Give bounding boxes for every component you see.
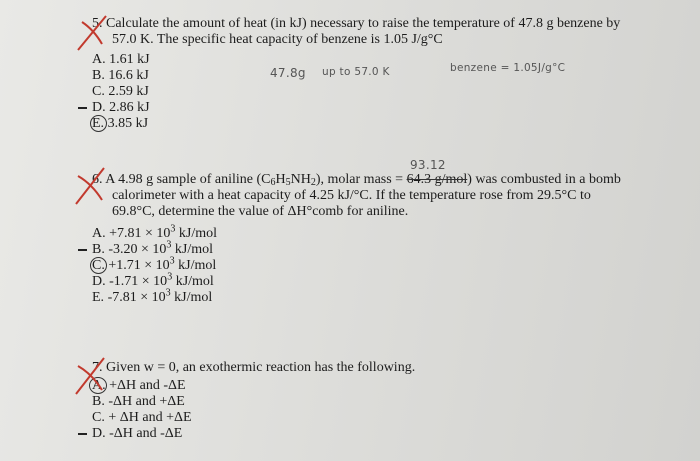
option-d[interactable]: D. 2.86 kJ — [92, 100, 692, 116]
option-a[interactable]: A. $+7.81 \times 10^3$ kJ/mol — [92, 223, 218, 241]
option-c[interactable]: C. 2.59 kJ — [92, 84, 149, 99]
option-c[interactable]: C. $+1.71 \times 10^3$ kJ/mol — [92, 255, 217, 273]
question-number: 6. — [92, 172, 103, 187]
question-line: 69.8°C, determine the value of ΔH°comb for aniline. — [112, 204, 409, 219]
handwritten-heat-capacity-note: benzene = 1.05J/g°C — [450, 62, 566, 74]
selected-circle — [90, 115, 107, 132]
question-number: 7. — [92, 360, 103, 375]
question-7 — [92, 360, 692, 442]
question-line: Given w = 0, an exothermic reaction has the following. — [106, 360, 416, 375]
option-e[interactable]: E. 3.85 kJ — [92, 116, 149, 131]
handwritten-mass-note: 47.8g — [270, 66, 306, 80]
option-b[interactable]: B. $-3.20 \times 10^3$ kJ/mol — [92, 242, 692, 258]
eliminated-mark — [78, 107, 87, 109]
handwritten-molar-mass-note: 93.12 — [410, 158, 446, 172]
question-6-text: 6. A 4.98 g sample of aniline $(C_6H_5NH_2)$, molar mass = 64.3 g/mol) was combusted in a bomb — [92, 172, 621, 188]
option-b[interactable]: B. 16.6 kJ — [92, 68, 149, 83]
eliminated-mark — [78, 433, 87, 435]
option-c[interactable]: C. + ΔH and +ΔE — [92, 410, 192, 425]
question-number: 5. — [92, 16, 103, 31]
option-d[interactable]: D. -ΔH and -ΔE — [92, 426, 692, 442]
question-5-text — [92, 16, 692, 32]
selected-circle — [89, 377, 107, 394]
question-7-text — [92, 360, 692, 376]
question-line: 57.0 K. The specific heat capacity of benzene is 1.05 J/g°C — [112, 32, 443, 47]
options-list — [92, 52, 692, 132]
question-5 — [92, 16, 692, 132]
options-list — [92, 378, 692, 442]
question-line: Calculate the amount of heat (in kJ) necessary to raise the temperature of 47.8 g benzene by — [106, 16, 621, 31]
eliminated-mark — [78, 249, 87, 251]
option-e[interactable]: E. $-7.81 \times 10^3$ kJ/mol — [92, 287, 213, 305]
option-a[interactable]: A. 1.61 kJ — [92, 52, 150, 67]
handwritten-temperature-note: up to 57.0 K — [322, 66, 390, 78]
option-d[interactable]: D. $-1.71 \times 10^3$ kJ/mol — [92, 271, 214, 289]
question-6 — [92, 172, 692, 306]
struck-molar-mass: 64.3 g/mol — [406, 172, 468, 187]
question-line: calorimeter with a heat capacity of 4.25 kJ/°C. If the temperature rose from 29.5°C to — [112, 188, 591, 203]
options-list — [92, 223, 692, 306]
option-a[interactable]: A. +ΔH and -ΔE — [92, 378, 692, 394]
selected-circle — [90, 257, 107, 274]
option-b[interactable]: B. -ΔH and +ΔE — [92, 394, 185, 409]
